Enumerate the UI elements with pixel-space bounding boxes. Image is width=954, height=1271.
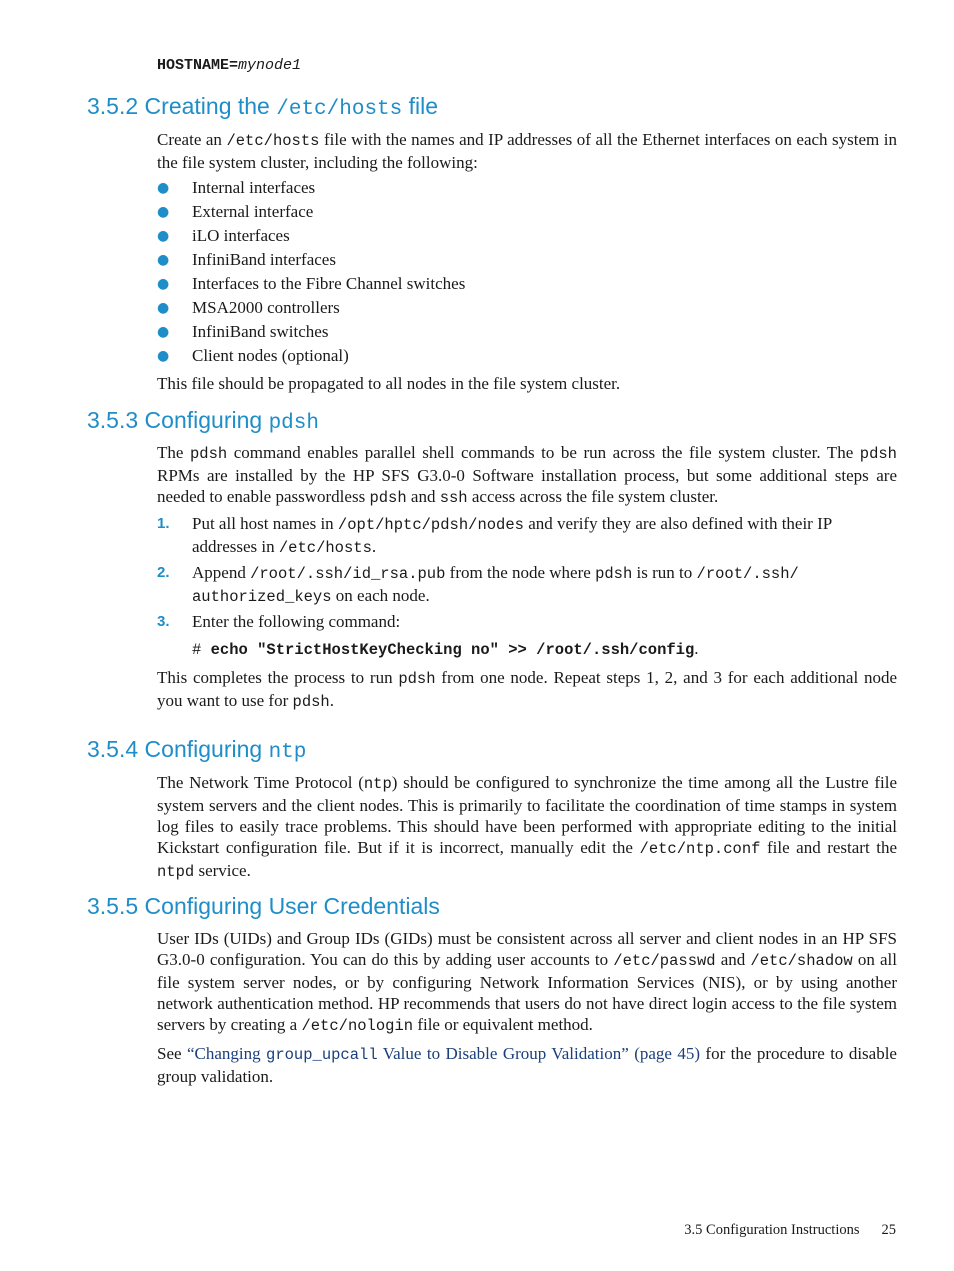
hosts-outro: This file should be propagated to all nodes in the file system cluster. — [157, 374, 621, 393]
bullet-dot-icon: ● — [157, 252, 170, 268]
page-number: 25 — [881, 1222, 896, 1238]
bullet-dot-icon: ● — [157, 180, 170, 196]
hostname-line: HOSTNAME=mynode1 — [157, 57, 302, 74]
interface-list — [157, 176, 897, 368]
bullet-dot-icon: ● — [157, 300, 170, 316]
list-item: ● MSA2000 controllers — [157, 296, 897, 320]
bullet-dot-icon: ● — [157, 228, 170, 244]
step-1: 1. Put all host names in /opt/hptc/pdsh/nodes and verify they are also defined with their IP addresses in /etc/hosts. — [157, 514, 832, 557]
list-item: ● Interfaces to the Fibre Channel switches — [157, 272, 897, 296]
step-3: 3. Enter the following command: — [157, 612, 401, 631]
section-3-5-4-body — [157, 772, 897, 883]
heading-3-5-2: 3.5.2 Creating the /etc/hosts file — [87, 93, 439, 121]
heading-3-5-5: 3.5.5 Configuring User Credentials — [87, 893, 440, 919]
list-item: ● InfiniBand switches — [157, 320, 897, 344]
bullet-dot-icon: ● — [157, 348, 170, 364]
bullet-dot-icon: ● — [157, 276, 170, 292]
heading-3-5-3: 3.5.3 Configuring pdsh — [87, 407, 319, 435]
hosts-intro: Create an /etc/hosts file with the names and IP addresses of all the Ethernet interfaces on each system in the file system cluster, including the following: — [157, 130, 898, 172]
credentials-paragraph: User IDs (UIDs) and Group IDs (GIDs) must be consistent across all server and client nodes in an HP SFS G3.0-0 configuration. You can do this by adding user accounts to /etc/passwd and /etc/shadow on all file system server nodes, or by configuring Network Information Services (NIS), or by using another network authentication method. HP recommends that users do not have direct login access to the file system servers by creating a /etc/nologin file or equivalent method. — [157, 929, 897, 1035]
section-3-5-3-body — [157, 442, 897, 713]
list-item: ● Client nodes (optional) — [157, 344, 897, 368]
group-upcall-xref-link[interactable]: “Changing group_upcall Value to Disable Group Validation” (page 45) — [186, 1044, 701, 1064]
section-3-5-2-body — [157, 129, 897, 394]
bullet-dot-icon: ● — [157, 324, 170, 340]
list-item: ● Internal interfaces — [157, 176, 897, 200]
step-2: 2. Append /root/.ssh/id_rsa.pub from the node where pdsh is run to /root/.ssh/ authorized_keys on each node. — [157, 563, 799, 606]
heading-3-5-4: 3.5.4 Configuring ntp — [87, 736, 307, 764]
pdsh-steps — [157, 513, 897, 632]
ssh-config-command: # echo "StrictHostKeyChecking no" >> /root/.ssh/config. — [192, 639, 699, 659]
ntp-paragraph: The Network Time Protocol (ntp) should be configured to synchronize the time among all the Lustre file system servers and the client nodes. This is primarily to facilitate the coordination of time stamps in system log files to easily trace problems. This should have been performed with appropriate editing to the initial Kickstart configuration file. But if it is incorrect, manually edit the /etc/ntp.conf file and restart the ntpd service. — [157, 773, 897, 881]
pdsh-outro: This completes the process to run pdsh from one node. Repeat steps 1, 2, and 3 for each additional node you want to use for pdsh. — [157, 668, 897, 711]
bullet-dot-icon: ● — [157, 204, 170, 220]
list-item: ● InfiniBand interfaces — [157, 248, 897, 272]
list-item: ● External interface — [157, 200, 897, 224]
section-3-5-5-body — [157, 928, 897, 1087]
page-footer — [684, 1222, 896, 1239]
list-item: ● iLO interfaces — [157, 224, 897, 248]
footer-section: 3.5 Configuration Instructions — [684, 1222, 860, 1238]
pdsh-intro: The pdsh command enables parallel shell commands to be run across the file system cluster. The pdsh RPMs are installed by the HP SFS G3.0-0 Software installation process, but some additional steps are needed to enable passwordless pdsh and ssh access across the file system cluster. — [157, 443, 897, 507]
group-validation-paragraph: See “Changing group_upcall Value to Disable Group Validation” (page 45) for the procedure to disable group validation. — [157, 1044, 897, 1086]
